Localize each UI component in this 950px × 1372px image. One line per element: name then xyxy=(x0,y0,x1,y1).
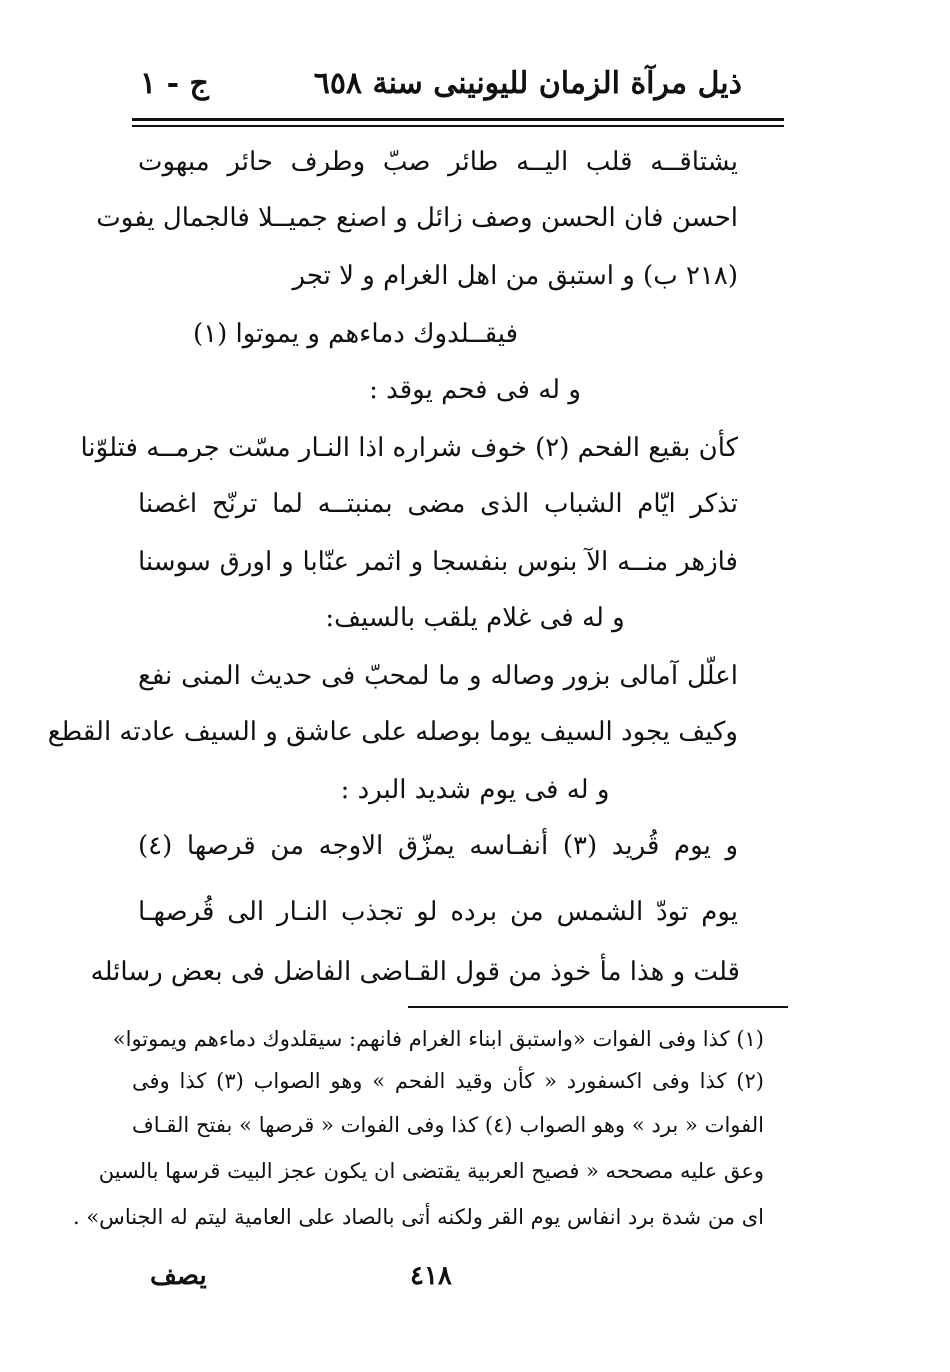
verse-line: وكيف يجود السيف يوما بوصله على عاشق و السيف عادته القطع xyxy=(47,717,738,747)
verse-line: فيقــلدوك دماءهم و يموتوا (١) xyxy=(192,319,518,349)
catchword: يصف xyxy=(150,1261,207,1291)
poem-heading: و له فى يوم شديد البرد : xyxy=(340,775,610,805)
footnote-line: اى من شدة برد انفاس يوم القر ولكنه أتى بالصاد على العامية ليتم له الجناس» . xyxy=(72,1205,764,1229)
verse-line: فازهر منــه الآ بنوس بنفسجا و اثمر عنّابا و اورق سوسنا xyxy=(138,547,738,577)
verse-line: و يوم قُريد (٣) أنفـاسه يمزّق الاوجه من قرصها (٤) xyxy=(138,831,739,861)
verse-line: احسن فان الحسن وصف زائل و اصنع جميــلا فالجمال يفوت xyxy=(96,203,738,233)
page-number: ٤١٨ xyxy=(410,1261,452,1291)
footnote-separator xyxy=(408,1006,788,1008)
verse-line: يوم تودّ الشمس من برده لو تجذب النـار الى قُرصهـا xyxy=(138,897,738,927)
footnote-line: (٢) كذا وفى اكسفورد « كأن وقيد الفحم » وهو الصواب (٣) كذا وفى xyxy=(132,1069,764,1093)
poem-heading: و له فى فحم يوقد : xyxy=(369,375,581,405)
header-rule-top xyxy=(132,118,784,121)
verse-line: كأن بقيع الفحم (٢) خوف شراره اذا النـار مسّت جرمــه فتلوّنا xyxy=(80,433,738,463)
running-header-volume: ج - ١ xyxy=(140,66,209,101)
verse-line: يشتاقــه قلب اليــه طائر صبّ وطرف حائر مبهوت xyxy=(138,147,738,177)
header-rule-bottom xyxy=(132,125,784,127)
poem-heading: و له فى غلام يلقب بالسيف: xyxy=(325,603,625,633)
footnote-line: (١) كذا وفى الفوات «واستبق ابناء الغرام فانهم: سيقلدوك دماءهم ويموتوا» xyxy=(112,1027,764,1051)
running-header-title: ذيل مرآة الزمان لليونينى سنة ٦٥٨ xyxy=(313,66,742,101)
footnote-line: الفوات « برد » وهو الصواب (٤) كذا وفى الفوات « قرصها » بفتح القـاف xyxy=(132,1113,764,1137)
verse-line: اعلّل آمالى بزور وصاله و ما لمحبّ فى حديث المنى نفع xyxy=(138,661,738,691)
prose-line: قلت و هذا مأ خوذ من قول القـاضى الفاضل فى بعض رسائله xyxy=(90,957,740,987)
verse-line: تذكر ايّام الشباب الذى مضى بمنبتــه لما ترنّح اغصنا xyxy=(138,489,738,519)
footnote-line: وعق عليه مصححه « فصيح العربية يقتضى ان يكون عجز البيت قرسها بالسين xyxy=(98,1159,764,1183)
verse-line: (٢١٨ ب) و استبق من اهل الغرام و لا تجر xyxy=(292,261,738,291)
